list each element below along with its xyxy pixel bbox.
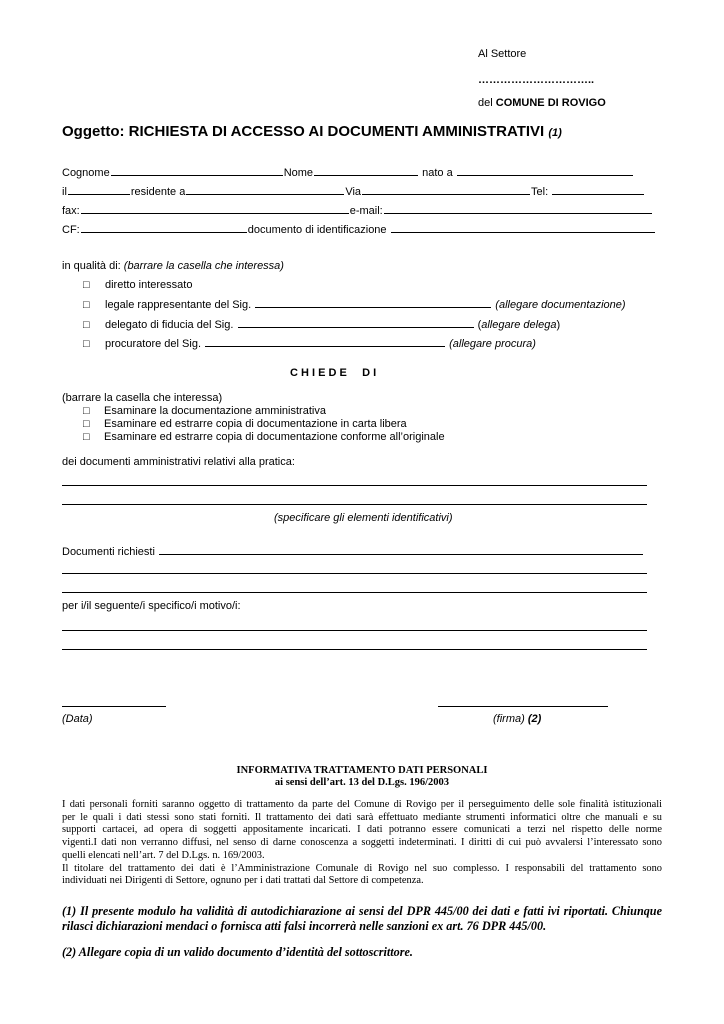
recipient-sector: Al Settore: [478, 48, 527, 60]
option-label: diretto interessato: [105, 279, 193, 291]
email-label: e-mail:: [349, 205, 383, 217]
option-note-close: ): [556, 319, 561, 331]
email-field[interactable]: [384, 203, 652, 214]
recipient-dots: …………………………..: [478, 74, 595, 86]
nato-a-field[interactable]: [457, 165, 633, 176]
informativa-line: Il titolare del trattamento dei dati è l’Amministrazione Comunale di Rovigo nel suo complesso. I responsabili del trattamento sono: [62, 862, 662, 874]
option-note: allegare delega: [481, 319, 557, 331]
data-label: (Data): [62, 713, 93, 725]
subject-text: Oggetto: RICHIESTA DI ACCESSO AI DOCUMENTI AMMINISTRATIVI: [62, 123, 545, 140]
note-2: (2) Allegare copia di un valido documento d’identità del sottoscrittore.: [62, 945, 413, 959]
note-1-line-2: rilasci dichiarazioni mendaci o fornisca atti falsi incorrerà nelle sanzioni ex art. 76 DPR 445/00.: [62, 919, 547, 933]
qualita-option-diretto: [83, 279, 192, 291]
del-label: del: [478, 97, 493, 109]
procuratore-name-field[interactable]: [205, 336, 445, 347]
chiede-option-esaminare: [83, 405, 326, 417]
pratica-line-2[interactable]: [62, 504, 647, 505]
legale-name-field[interactable]: [255, 297, 491, 308]
qualita-label: in qualità di:: [62, 260, 121, 272]
cognome-field[interactable]: [111, 165, 283, 176]
residente-label: residente a: [130, 186, 186, 198]
subject-note-ref: (1): [548, 127, 562, 139]
qualita-option-legale: [83, 297, 626, 311]
pratica-label: dei documenti amministrativi relativi alla pratica:: [62, 456, 295, 468]
option-note: (allegare documentazione): [495, 299, 626, 311]
nome-field[interactable]: [314, 165, 418, 176]
row-contatti: [62, 203, 653, 217]
qualita-option-delegato: [83, 317, 560, 331]
data-line[interactable]: [62, 706, 166, 707]
documenti-line-3[interactable]: [62, 592, 647, 593]
documenti-row: [62, 544, 644, 558]
chiede-title: C H I E D E D I: [290, 367, 377, 379]
motivo-line-1[interactable]: [62, 630, 647, 631]
comune-name: COMUNE DI ROVIGO: [495, 97, 606, 109]
il-label: il: [62, 186, 67, 198]
informativa-line: individuati nei Dirigenti di Settore, ognuno per i dati trattati dal Settore di competenza.: [62, 875, 424, 887]
chiede-option-carta-libera: [83, 418, 407, 430]
documenti-label: Documenti richiesti: [62, 546, 155, 558]
firma-line[interactable]: [438, 706, 608, 707]
checkbox[interactable]: □: [83, 319, 90, 331]
firma-text: (firma): [493, 713, 525, 725]
pratica-line-1[interactable]: [62, 485, 647, 486]
subject-title: [62, 123, 562, 140]
checkbox[interactable]: □: [83, 299, 90, 311]
documenti-line-2[interactable]: [62, 573, 647, 574]
option-label: Esaminare ed estrarre copia di documentazione in carta libera: [104, 418, 407, 430]
option-note: (allegare procura): [449, 338, 536, 350]
note-1-line-1: (1) Il presente modulo ha validità di autodichiarazione ai sensi del DPR 445/00 dei dati e fatti ivi riportati. Chiunque: [62, 904, 662, 918]
checkbox[interactable]: □: [83, 279, 90, 291]
recipient-comune: [478, 97, 606, 109]
checkbox[interactable]: □: [83, 431, 90, 443]
checkbox[interactable]: □: [83, 405, 90, 417]
option-label: delegato di fiducia del Sig.: [105, 319, 234, 331]
informativa-title: INFORMATIVA TRATTAMENTO DATI PERSONALI: [236, 765, 488, 776]
delegato-name-field[interactable]: [238, 317, 474, 328]
cognome-label: Cognome: [62, 167, 110, 179]
tel-label: Tel:: [531, 186, 549, 198]
checkbox[interactable]: □: [83, 418, 90, 430]
row-residenza: [62, 184, 645, 198]
row-documento: [62, 222, 656, 236]
motivo-label: per i/il seguente/i specifico/i motivo/i:: [62, 600, 241, 612]
cf-label: CF:: [62, 224, 80, 236]
il-field[interactable]: [68, 184, 130, 195]
nato-a-label: nato a: [422, 167, 453, 179]
option-note-open: (: [477, 319, 482, 331]
firma-ref: (2): [527, 713, 542, 725]
informativa-line: I dati personali forniti saranno oggetto di trattamento da parte del Comune di Rovigo per il perseguimento delle sole finalità istituzionali: [62, 799, 662, 810]
tel-field[interactable]: [552, 184, 644, 195]
informativa-line: supporti cartacei, ad opera di soggetti appositamente incaricati. I dati potranno essere comunicati a terzi nel rispetto delle norme: [62, 824, 662, 836]
option-label: procuratore del Sig.: [105, 338, 201, 350]
chiede-option-conforme: [83, 431, 445, 443]
pratica-hint: (specificare gli elementi identificativi): [274, 512, 453, 524]
informativa-line: quelli elencati nell’art. 7 del D.Lgs. n. 169/2003.: [62, 849, 265, 861]
informativa-subtitle: ai sensi dell’art. 13 del D.Lgs. 196/2003: [274, 777, 450, 788]
option-label: Esaminare ed estrarre copia di documentazione conforme all’originale: [104, 431, 445, 443]
via-field[interactable]: [362, 184, 530, 195]
note-1: [62, 904, 662, 934]
informativa-body: [62, 799, 662, 888]
informativa-line: vigenti.I dati non verranno diffusi, nel senso di darne conoscenza a soggetti indeterminati. I diritti di cui può avvalersi l’interessato sono: [62, 837, 662, 849]
qualita-heading: [62, 260, 284, 272]
documento-label: documento di identificazione: [247, 224, 387, 236]
firma-label: [493, 713, 541, 725]
option-label: legale rappresentante del Sig.: [105, 299, 252, 311]
documenti-field[interactable]: [159, 544, 643, 555]
cf-field[interactable]: [81, 222, 247, 233]
nome-label: Nome: [283, 167, 314, 179]
fax-field[interactable]: [81, 203, 349, 214]
checkbox[interactable]: □: [83, 338, 90, 350]
qualita-option-procuratore: [83, 336, 536, 350]
chiede-hint: (barrare la casella che interessa): [62, 392, 223, 404]
qualita-hint: (barrare la casella che interessa): [123, 260, 284, 272]
row-cognome: [62, 165, 634, 179]
motivo-line-2[interactable]: [62, 649, 647, 650]
informativa-line: per le quali i dati stessi sono stati forniti. Il trattamento dei dati sarà effettuato mediante strumenti informatici oltre che manuali e su: [62, 811, 662, 823]
via-label: Via: [345, 186, 362, 198]
residente-field[interactable]: [186, 184, 344, 195]
fax-label: fax:: [62, 205, 80, 217]
documento-field[interactable]: [391, 222, 655, 233]
option-label: Esaminare la documentazione amministrativa: [104, 405, 326, 417]
